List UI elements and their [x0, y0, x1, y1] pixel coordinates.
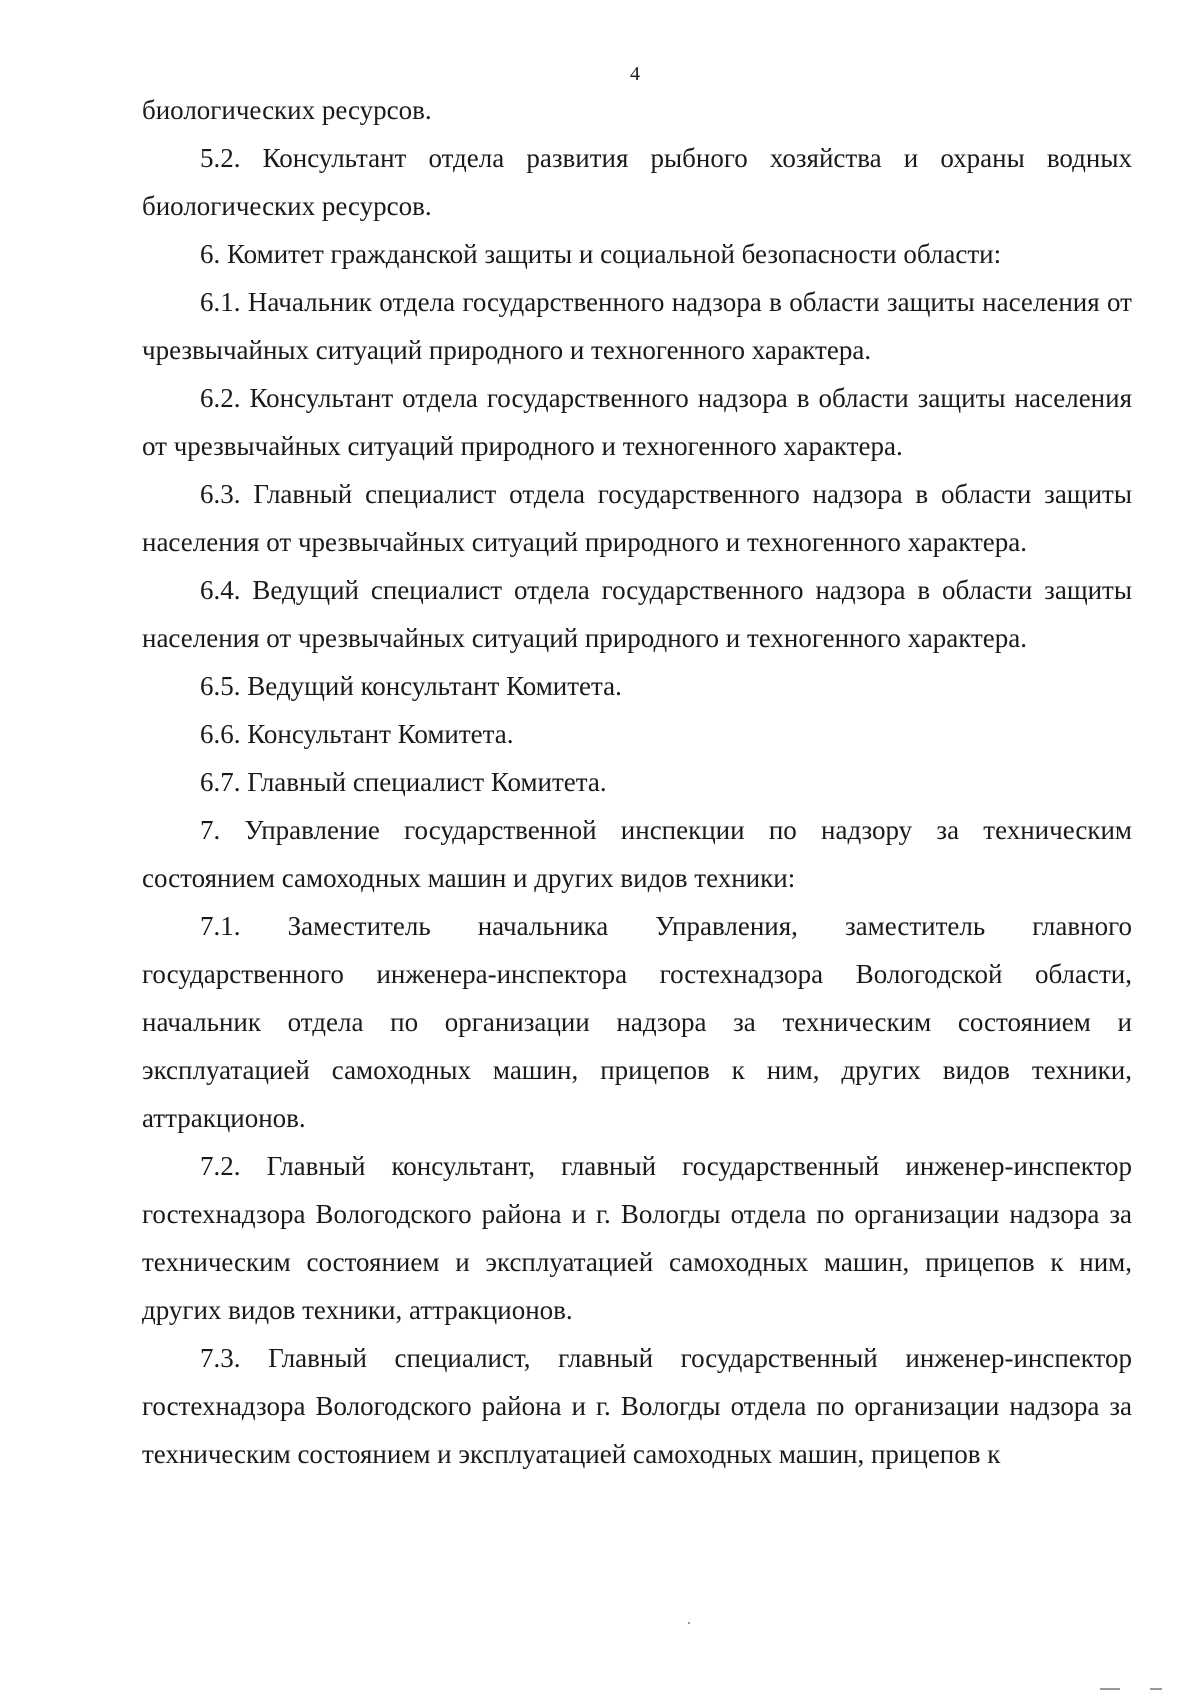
- paragraph-6-2: 6.2. Консультант отдела государственного надзора в области защиты населения от чрезвычайных ситуаций природного и техногенного характера.: [142, 383, 1132, 461]
- paragraph-7-3: 7.3. Главный специалист, главный государственный инженер-инспектор гостехнадзора Вологодского района и г. Вологды отдела по организации надзора за техническим состоянием и эксплуатацией самоходных машин, прицепов к: [142, 1343, 1132, 1469]
- paragraph-7: 7. Управление государственной инспекции по надзору за техническим состоянием самоходных машин и других видов техники:: [142, 815, 1132, 893]
- page-number: 4: [630, 63, 640, 85]
- paragraph-6: 6. Комитет гражданской защиты и социальной безопасности области:: [200, 239, 1002, 269]
- paragraph-7-2: 7.2. Главный консультант, главный государственный инженер-инспектор гостехнадзора Вологодского района и г. Вологды отдела по организации надзора за техническим состоянием и эксплуатацией самоходных машин, прицепов к ним, других видов техники, аттракционов.: [142, 1151, 1132, 1325]
- document-body: [142, 86, 1132, 1478]
- paragraph-5-2: 5.2. Консультант отдела развития рыбного хозяйства и охраны водных биологических ресурсов.: [142, 143, 1132, 221]
- paragraph-6-4: 6.4. Ведущий специалист отдела государственного надзора в области защиты населения от чрезвычайных ситуаций природного и техногенного характера.: [142, 575, 1132, 653]
- scan-artifact: [1100, 1688, 1120, 1690]
- scan-artifact: [688, 1622, 690, 1624]
- scan-artifact: [1150, 1688, 1162, 1690]
- paragraph-continuation: биологических ресурсов.: [142, 95, 432, 125]
- paragraph-6-1: 6.1. Начальник отдела государственного надзора в области защиты населения от чрезвычайных ситуаций природного и техногенного характера.: [142, 287, 1132, 365]
- paragraph-6-3: 6.3. Главный специалист отдела государственного надзора в области защиты населения от чрезвычайных ситуаций природного и техногенного характера.: [142, 479, 1132, 557]
- paragraph-7-1: 7.1. Заместитель начальника Управления, заместитель главного государственного инженера-инспектора гостехнадзора Вологодской области, начальник отдела по организации надзора за техническим состоянием и эксплуатацией самоходных машин, прицепов к ним, других видов техники, аттракционов.: [142, 911, 1132, 1133]
- paragraph-6-6: 6.6. Консультант Комитета.: [200, 719, 514, 749]
- paragraph-6-7: 6.7. Главный специалист Комитета.: [200, 767, 607, 797]
- paragraph-6-5: 6.5. Ведущий консультант Комитета.: [200, 671, 622, 701]
